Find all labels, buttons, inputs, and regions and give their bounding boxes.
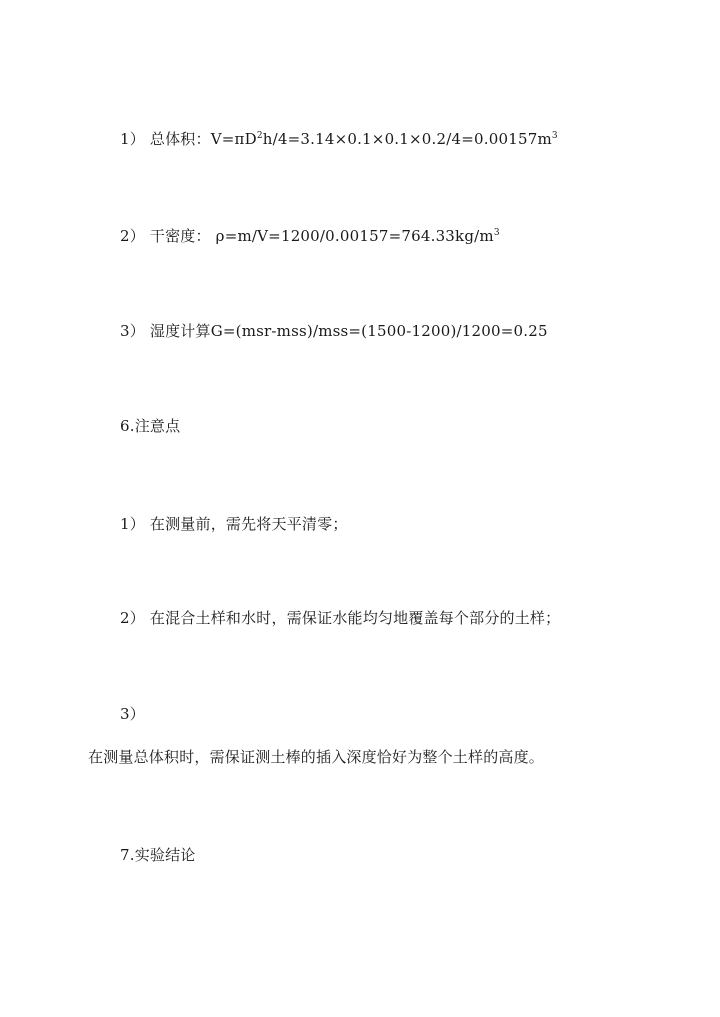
total-volume-formula-body: h/4=3.14×0.1×0.1×0.2/4=0.00157m [262,130,552,148]
total-volume-formula [120,129,558,149]
diameter-squared-exponent: 2 [256,131,263,141]
section-6-heading: 6.注意点 [120,417,181,435]
total-volume-formula-prefix: 1） 总体积：V=πD [120,130,257,148]
note-item-1: 1） 在测量前，需先将天平清零； [120,515,348,533]
dry-density-formula-body: 2） 干密度： ρ=m/V=1200/0.00157=764.33kg/m [120,227,494,245]
humidity-formula: 3） 湿度计算G=(msr-mss)/mss=(1500-1200)/1200=0.25 [120,322,548,340]
dry-density-formula [120,226,500,246]
note-item-3-label: 3） [120,705,145,723]
section-7-heading: 7.实验结论 [120,846,196,864]
note-item-2: 2） 在混合土样和水时，需保证水能均匀地覆盖每个部分的土样； [120,609,561,627]
volume-unit-exponent: 3 [551,131,558,141]
note-item-3-text: 在测量总体积时，需保证测土棒的插入深度恰好为整个土样的高度。 [88,748,545,766]
density-unit-exponent: 3 [493,228,500,238]
